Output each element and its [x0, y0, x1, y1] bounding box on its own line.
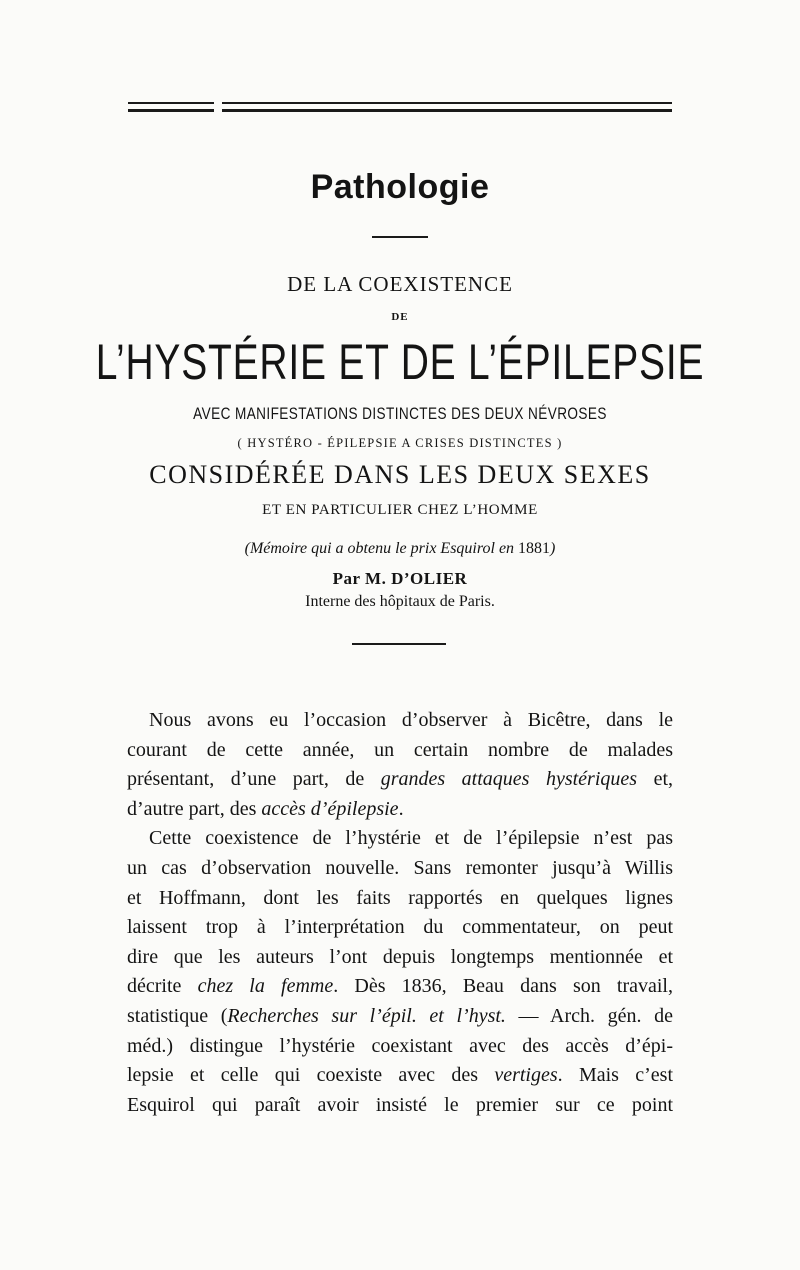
top-double-rule	[128, 100, 672, 114]
section-divider	[352, 643, 446, 645]
body-line: présentant, d’une part, de grandes attaques hystériques et,	[127, 768, 674, 791]
main-title: L’HYSTÉRIE ET DE L’ÉPILEPSIE	[95, 334, 705, 390]
title-divider	[372, 236, 428, 238]
subtitle-hystero-epilepsie: ( HYSTÉRO - ÉPILEPSIE A CRISES DISTINCTES )	[237, 436, 563, 450]
body-line: d’autre part, des accès d’épilepsie.	[127, 797, 404, 820]
subtitle-particulier: ET EN PARTICULIER CHEZ L’HOMME	[262, 502, 538, 518]
body-line: Esquirol qui paraît avoir insisté le premier sur ce point	[127, 1093, 673, 1116]
memoire-note: (Mémoire qui a obtenu le prix Esquirol en 1881)	[244, 540, 556, 557]
body-line: courant de cette année, un certain nombre de malades	[127, 738, 673, 761]
body-line: Nous avons eu l’occasion d’observer à Bicêtre, dans le	[149, 709, 673, 731]
subtitle-de: DE	[391, 311, 409, 323]
subtitle-avec-manifestations: AVEC MANIFESTATIONS DISTINCTES DES DEUX NÉVROSES	[193, 404, 607, 423]
subtitle-consideree: CONSIDÉRÉE DANS LES DEUX SEXES	[149, 460, 651, 489]
body-text	[127, 706, 673, 1120]
body-line: dire que les auteurs l’ont depuis longtemps mentionnée et	[127, 945, 673, 968]
body-line: méd.) distingue l’hystérie coexistant avec des accès d’épi-	[127, 1034, 673, 1057]
author-affiliation: Interne des hôpitaux de Paris.	[305, 593, 495, 610]
body-line: laissent trop à l’interprétation du commentateur, on peut	[127, 916, 673, 939]
body-line: lepsie et celle qui coexiste avec des vertiges. Mais c’est	[127, 1064, 673, 1087]
section-title: Pathologie	[310, 168, 490, 206]
body-line: décrite chez la femme. Dès 1836, Beau dans son travail,	[127, 975, 673, 998]
author-line: Par M. D’OLIER	[332, 569, 468, 588]
body-line: et Hoffmann, dont les faits rapportés en quelques lignes	[127, 886, 673, 909]
subtitle-de-la-coexistence: DE LA COEXISTENCE	[287, 272, 513, 296]
body-line: Cette coexistence de l’hystérie et de l’épilepsie n’est pas	[149, 827, 673, 850]
body-line: statistique (Recherches sur l’épil. et l’hyst. — Arch. gén. de	[127, 1004, 674, 1027]
body-line: un cas d’observation nouvelle. Sans remonter jusqu’à Willis	[127, 856, 673, 879]
